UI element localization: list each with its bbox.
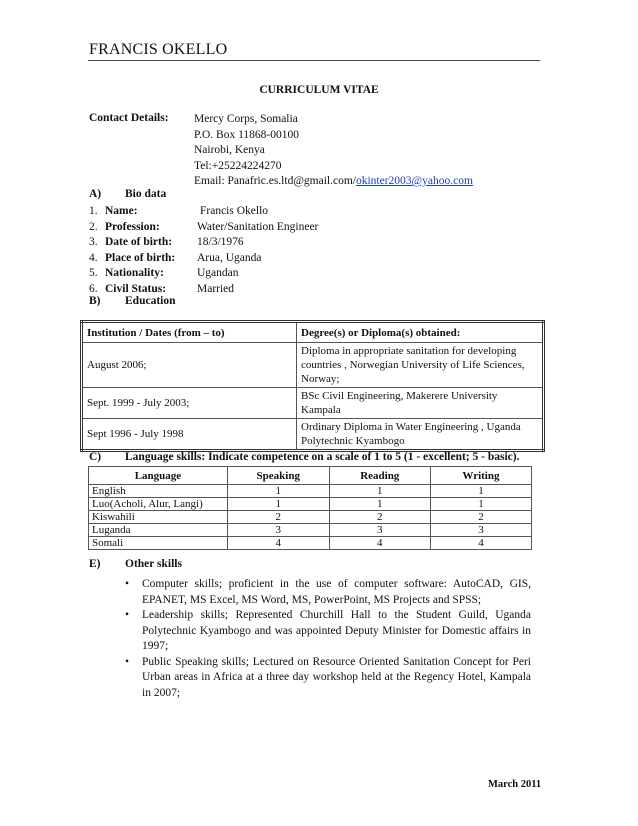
contact-line: Tel:+25224224270 [194, 159, 282, 172]
contact-label: Contact Details: [89, 112, 169, 124]
table-row [89, 485, 532, 498]
other-skills-heading [89, 558, 182, 570]
bio-number: 1. [89, 205, 98, 217]
document-title [0, 84, 638, 96]
contact-email-line [194, 174, 473, 190]
table-row [82, 343, 544, 388]
section-title: Education [125, 295, 176, 307]
bio-value: Married [197, 282, 235, 295]
language-cell: Kiswahili [89, 511, 228, 524]
degree-cell: Diploma in appropriate sanitation for developing countries , Norwegian University of Life Sciences, Norway; [297, 343, 544, 388]
languages-heading [89, 451, 519, 463]
bio-row [89, 235, 400, 251]
other-skills-list [125, 577, 531, 701]
writing-cell: 3 [430, 524, 531, 537]
contact-line: P.O. Box 11868-00100 [194, 128, 299, 141]
reading-cell: 1 [329, 498, 430, 511]
skill-text: Public Speaking skills; Lectured on Resource Oriented Sanitation Concept for Peri Urban areas in Africa at a three day workshop held at the Regency Hotel, Kampala in 2007; [142, 655, 531, 699]
section-title: Language skills: Indicate competence on a scale of 1 to 5 (1 - excellent; 5 - basic). [125, 451, 520, 463]
email-text: Email: Panafric.es.ltd@gmail.com/ [194, 175, 356, 187]
bio-row [89, 251, 400, 267]
table-header-row [89, 467, 532, 485]
writing-cell: 2 [430, 511, 531, 524]
table-row [89, 537, 532, 550]
speaking-cell: 4 [227, 537, 329, 550]
bio-number: 4. [89, 251, 98, 264]
bio-row [89, 204, 400, 220]
speaking-cell: 3 [227, 524, 329, 537]
language-cell: Somali [89, 537, 228, 550]
bio-label: Civil Status: [105, 282, 167, 295]
list-item [125, 655, 531, 702]
reading-cell: 1 [329, 485, 430, 498]
section-tag: E) [89, 558, 101, 570]
table-row [89, 498, 532, 511]
column-header: Institution / Dates (from – to) [82, 322, 297, 343]
bio-value: Ugandan [197, 267, 239, 279]
bio-value: Water/Sanitation Engineer [197, 220, 319, 233]
skill-text: Computer skills; proficient in the use of computer software: AutoCAD, GIS, EPANET, MS Excel, MS Word, MS, PowerPoint, MS Projects and SPSS; [142, 578, 531, 606]
list-item [125, 608, 531, 655]
skill-text: Leadership skills; Represented Churchill Hall to the Student Guild, Uganda Polytechnic Kyambogo and was appointed Deputy Minister for Domestic affairs in 1997; [142, 609, 531, 652]
bio-label: Profession: [105, 220, 160, 233]
education-heading [89, 295, 176, 307]
table-row [82, 419, 544, 451]
column-header: Reading [329, 467, 430, 485]
bio-label: Name: [105, 205, 138, 217]
bio-number: 3. [89, 236, 98, 248]
writing-cell: 4 [430, 537, 531, 550]
language-cell: Luganda [89, 524, 228, 537]
reading-cell: 3 [329, 524, 430, 537]
bio-value: Arua, Uganda [197, 251, 262, 264]
document-title-text: CURRICULUM VITAE [259, 84, 379, 96]
section-title: Other skills [125, 558, 182, 570]
column-header: Speaking [227, 467, 329, 485]
writing-cell: 1 [430, 498, 531, 511]
bio-number: 6. [89, 282, 98, 295]
footer-date: March 2011 [488, 779, 542, 790]
institution-cell: Sept 1996 - July 1998 [82, 419, 297, 451]
header-divider [88, 60, 540, 61]
table-header-row [82, 322, 544, 343]
bio-value: Francis Okello [200, 205, 269, 217]
language-cell: Luo(Acholi, Alur, Langi) [89, 498, 228, 511]
bullet-icon: • [125, 609, 130, 621]
table-row [89, 511, 532, 524]
language-skills-table [88, 466, 532, 550]
institution-cell: Sept. 1999 - July 2003; [82, 388, 297, 419]
degree-cell: Ordinary Diploma in Water Engineering , Uganda Polytechnic Kyambogo [297, 419, 544, 451]
bio-label: Nationality: [105, 267, 164, 279]
column-header: Writing [430, 467, 531, 485]
email-link[interactable]: okinter2003@yahoo.com [355, 175, 473, 187]
column-header: Degree(s) or Diploma(s) obtained: [297, 322, 544, 343]
education-table [80, 320, 545, 452]
bio-label: Date of birth: [105, 236, 173, 248]
language-cell: English [89, 485, 228, 498]
bio-row [89, 220, 400, 236]
header-name: FRANCIS OKELLO [89, 41, 228, 58]
bullet-icon: • [125, 578, 130, 590]
bio-heading [89, 188, 166, 200]
institution-cell: August 2006; [82, 343, 297, 388]
section-title: Bio data [125, 188, 167, 200]
bio-value: 18/3/1976 [197, 236, 244, 248]
speaking-cell: 1 [227, 498, 329, 511]
table-row [89, 524, 532, 537]
contact-details [194, 112, 473, 190]
section-tag: A) [89, 188, 102, 200]
list-item [125, 577, 531, 608]
degree-cell: BSc Civil Engineering, Makerere University Kampala [297, 388, 544, 419]
contact-line: Nairobi, Kenya [194, 144, 265, 156]
section-tag: C) [89, 451, 102, 463]
bullet-icon: • [125, 655, 130, 668]
bio-number: 2. [89, 220, 98, 233]
writing-cell: 1 [430, 485, 531, 498]
speaking-cell: 1 [227, 485, 329, 498]
reading-cell: 4 [329, 537, 430, 550]
section-tag: B) [89, 295, 101, 307]
bio-row [89, 266, 400, 282]
bio-data-list [89, 204, 400, 297]
contact-line: Mercy Corps, Somalia [194, 113, 298, 125]
speaking-cell: 2 [227, 511, 329, 524]
bio-label: Place of birth: [105, 251, 176, 264]
reading-cell: 2 [329, 511, 430, 524]
bio-number: 5. [89, 267, 98, 279]
column-header: Language [89, 467, 228, 485]
table-row [82, 388, 544, 419]
